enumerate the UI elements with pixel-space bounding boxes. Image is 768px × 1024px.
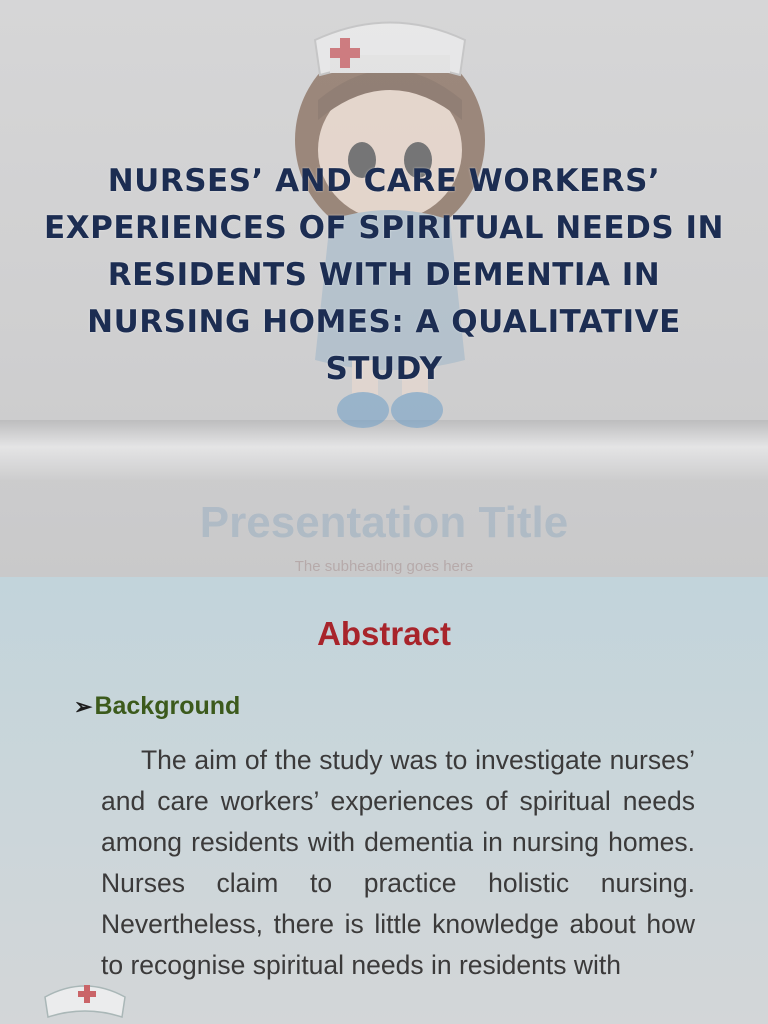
background-bullet xyxy=(74,692,240,721)
arrow-bullet-icon: ➢ xyxy=(74,694,93,719)
nurse-hat-icon xyxy=(40,977,130,1024)
bullet-label: Background xyxy=(94,692,241,720)
background-template-subtitle: The subheading goes here xyxy=(294,558,474,575)
abstract-heading: Abstract xyxy=(317,615,451,652)
presentation-title: NURSES’ AND CARE WORKERS’ EXPERIENCES OF SPIRITUAL NEEDS IN RESIDENTS WITH DEMENTIA IN NURSING HOMES: A QUALITATIVE STUDY xyxy=(44,163,724,387)
background-template-title: Presentation Title xyxy=(199,498,569,547)
abstract-slide xyxy=(0,577,768,1024)
abstract-body-text: The aim of the study was to investigate nurses’ and care workers’ experiences of spiritual needs among residents with dementia in nursing homes. Nurses claim to practice holistic nursing. Nevertheless, there is little knowledge about how to recognise spiritual needs in residents with xyxy=(101,745,695,980)
